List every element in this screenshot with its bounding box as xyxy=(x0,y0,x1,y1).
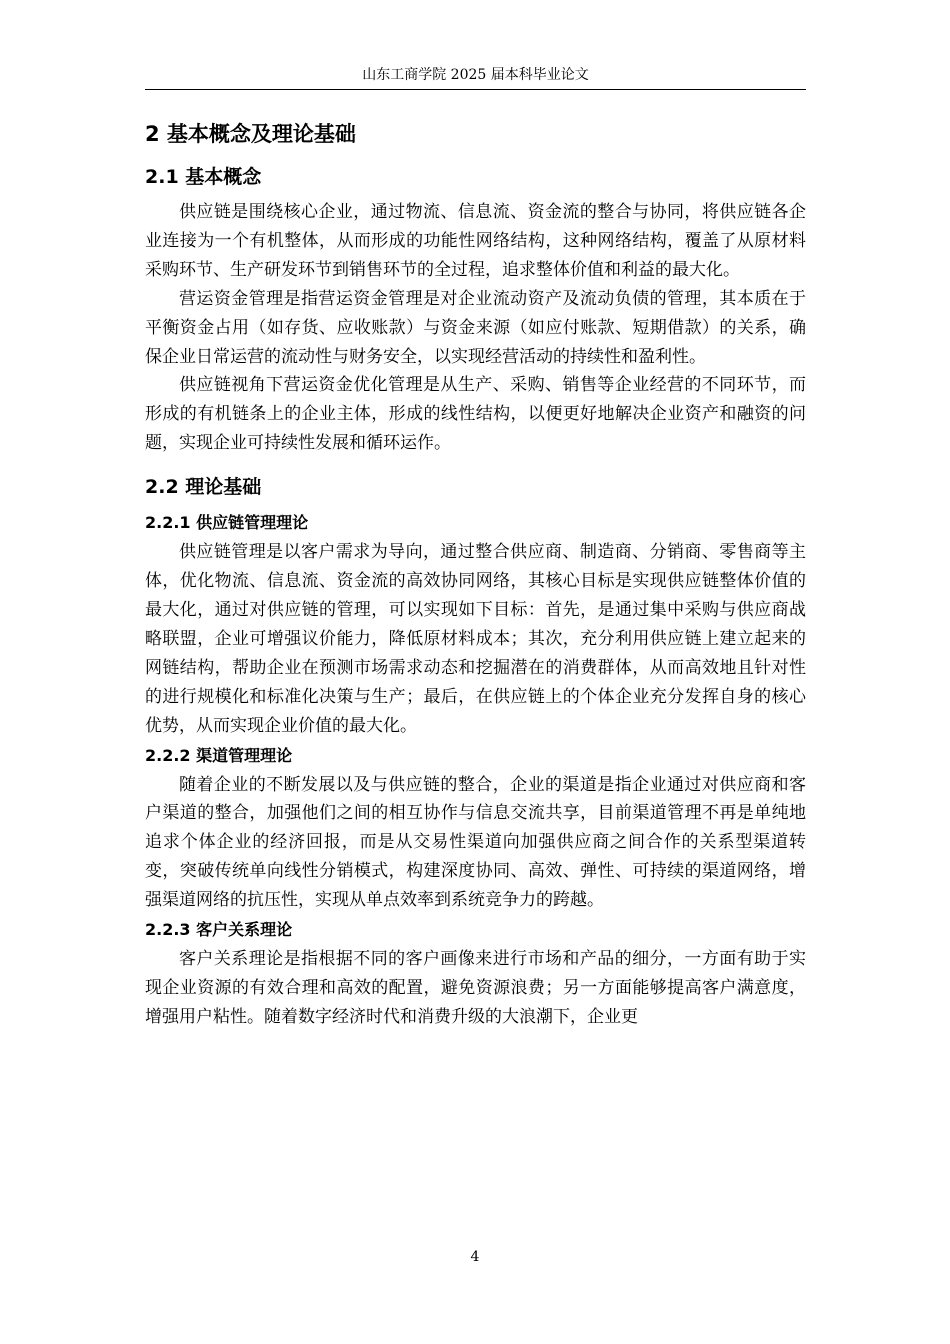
running-header: 山东工商学院 2025 届本科毕业论文 xyxy=(362,67,589,83)
paragraph-working-capital-definition: 营运资金管理是指营运资金管理是对企业流动资产及流动负债的管理，其本质在于平衡资金占用（如存货、应收账款）与资金来源（如应付账款、短期借款）的关系，确保企业日常运营的流动性与财务安全，以实现经营活动的持续性和盈利性。 xyxy=(145,288,806,367)
page-body xyxy=(145,112,806,1032)
paragraph-supply-chain-definition: 供应链是围绕核心企业，通过物流、信息流、资金流的整合与协同，将供应链各企业连接为一个有机整体，从而形成的功能性网络结构，这种网络结构，覆盖了从原材料采购环节、生产研发环节到销售环节的全过程，追求整体价值和利益的最大化。 xyxy=(145,202,806,280)
paragraph-supply-chain-management-theory: 供应链管理是以客户需求为导向，通过整合供应商、制造商、分销商、零售商等主体，优化物流、信息流、资金流的高效协同网络，其核心目标是实现供应链整体价值的最大化，通过对供应链的管理，可以实现如下目标：首先，是通过集中采购与供应商战略联盟，企业可增强议价能力，降低原材料成本；其次，充分利用供应链上建立起来的网链结构，帮助企业在预测市场需求动态和挖掘潜在的消费群体，从而高效地且针对性的进行规模化和标准化决策与生产；最后，在供应链上的个体企业充分发挥自身的核心优势，从而实现企业价值的最大化。 xyxy=(145,542,806,736)
header-rule xyxy=(145,89,806,90)
section-title-2-2: 2.2 理论基础 xyxy=(145,476,262,499)
section-title-2-1: 2.1 基本概念 xyxy=(145,166,262,188)
subsection-title-2-2-1: 2.2.1 供应链管理理论 xyxy=(145,513,309,533)
subsection-title-2-2-3: 2.2.3 客户关系理论 xyxy=(145,920,293,940)
paragraph-channel-management-theory: 随着企业的不断发展以及与供应链的整合，企业的渠道是指企业通过对供应商和客户渠道的整合，加强他们之间的相互协作与信息交流共享，目前渠道管理不再是单纯地追求个体企业的经济回报，而是从交易性渠道向加强供应商之间合作的关系型渠道转变，突破传统单向线性分销模式，构建深度协同、高效、弹性、可持续的渠道网络，增强渠道网络的抗压性，实现从单点效率到系统竞争力的跨越。 xyxy=(145,774,806,911)
page-number: 4 xyxy=(470,1249,480,1265)
subsection-title-2-2-2: 2.2.2 渠道管理理论 xyxy=(145,745,293,765)
chapter-title: 2 基本概念及理论基础 xyxy=(145,122,356,146)
paragraph-optimization-definition: 供应链视角下营运资金优化管理是从生产、采购、销售等企业经营的不同环节，而形成的有机链条上的企业主体，形成的线性结构，以便更好地解决企业资产和融资的问题，实现企业可持续性发展和循环运作。 xyxy=(145,375,806,454)
paragraph-customer-relationship-theory: 客户关系理论是指根据不同的客户画像来进行市场和产品的细分，一方面有助于实现企业资源的有效合理和高效的配置，避免资源浪费；另一方面能够提高客户满意度，增强用户粘性。随着数字经济时代和消费升级的大浪潮下，企业更 xyxy=(145,949,806,1027)
